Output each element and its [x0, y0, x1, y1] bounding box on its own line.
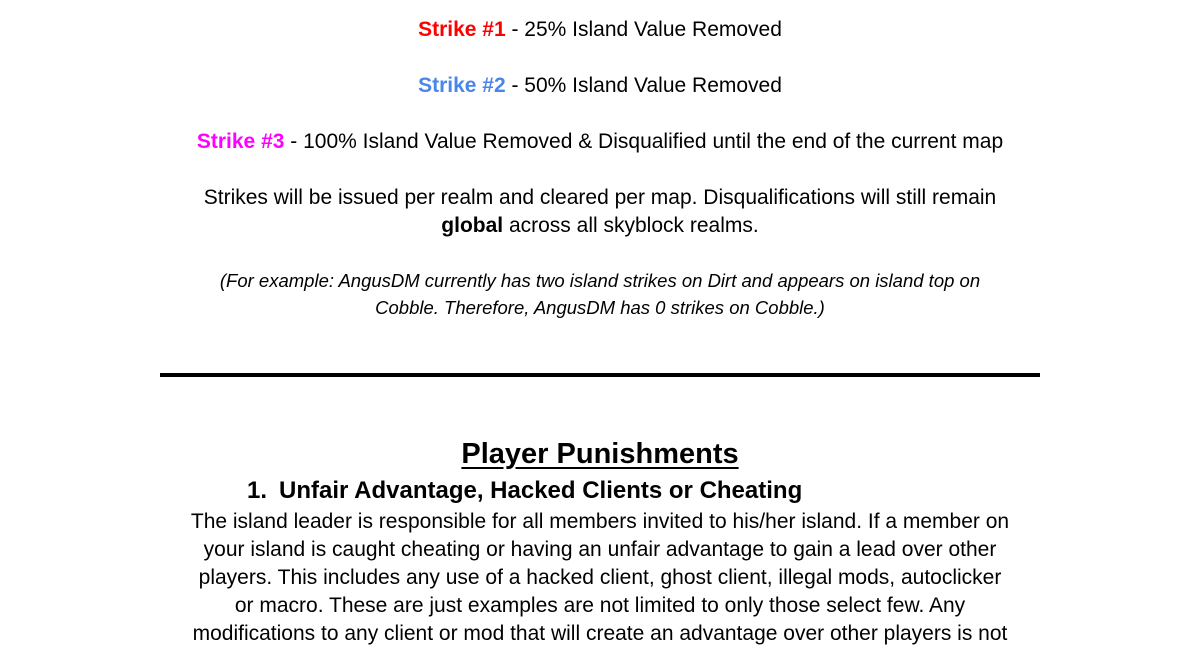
- item-title: Unfair Advantage, Hacked Clients or Cheating: [279, 477, 803, 504]
- body-line-4: or macro. These are just examples are not limited to only those select few. Any: [234, 594, 966, 617]
- item-heading: [247, 474, 802, 508]
- strike-2-line: [0, 72, 1200, 100]
- strike-3-label: Strike #3: [196, 130, 285, 153]
- strike-3-text: - 100% Island Value Removed & Disqualified until the end of the current map: [284, 130, 1004, 153]
- body-line-5: modifications to any client or mod that will create an advantage over other players is not: [192, 622, 1008, 645]
- strike-2-text: - 50% Island Value Removed: [505, 74, 782, 97]
- example-line-2: Cobble. Therefore, AngusDM has 0 strikes on Cobble.): [375, 297, 825, 318]
- body-line-3: players. This includes any use of a hacked client, ghost client, illegal mods, autoclicker: [198, 566, 1002, 589]
- policy-line-2-rest: across all skyblock realms.: [503, 214, 759, 237]
- policy-global-bold: global: [441, 214, 504, 237]
- policy-line-2: [0, 212, 1200, 240]
- strike-3-line: [0, 128, 1200, 156]
- strike-2-label: Strike #2: [418, 74, 506, 97]
- policy-line-1: Strikes will be issued per realm and cleared per map. Disqualifications will still remain: [203, 186, 997, 209]
- strike-1-line: [0, 16, 1200, 44]
- item-number: 1.: [247, 477, 268, 504]
- horizontal-divider: [160, 373, 1040, 377]
- strike-1-label: Strike #1: [418, 18, 506, 41]
- strike-1-text: - 25% Island Value Removed: [505, 18, 782, 41]
- example-line-1: (For example: AngusDM currently has two island strikes on Dirt and appears on island top on: [219, 270, 981, 291]
- body-line-2: your island is caught cheating or having an unfair advantage to gain a lead over other: [203, 538, 997, 561]
- section-title: Player Punishments: [461, 438, 739, 470]
- body-line-1: The island leader is responsible for all members invited to his/her island. If a member on: [190, 510, 1010, 533]
